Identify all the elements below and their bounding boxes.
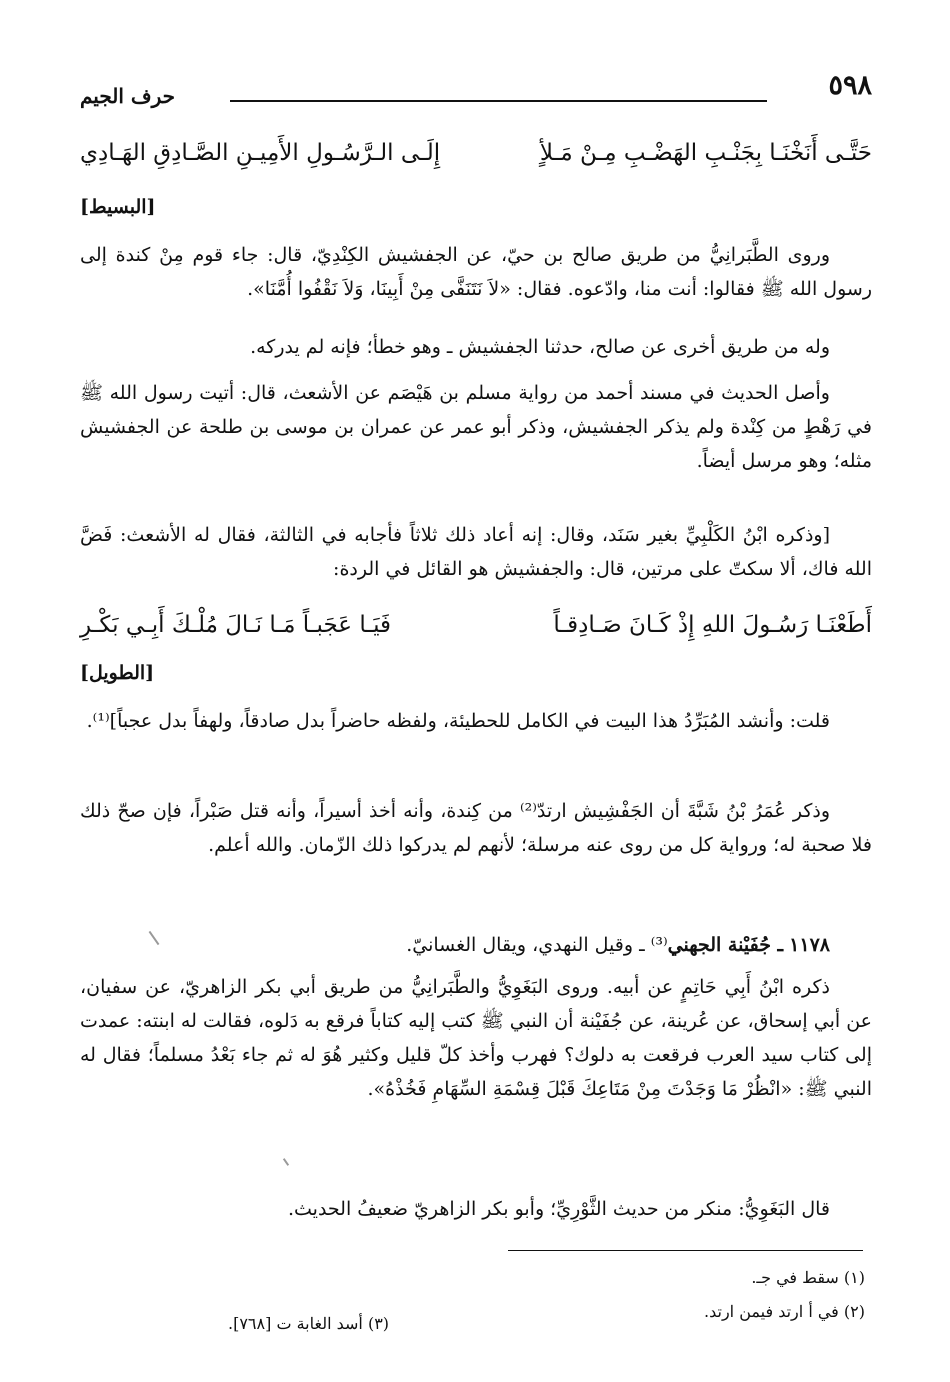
paragraph-8-text: قال البَغَوِيُّ: منكر من حديث الثَّوْرِيِّ؛ وأبو بكر الزاهريّ ضعيفُ الحديث. <box>287 1198 830 1220</box>
entry-footnote-mark: ⁽³⁾ <box>650 934 668 956</box>
page-header <box>80 70 872 110</box>
footnote-1: (١) سقط في جـ. <box>751 1268 865 1287</box>
entry-name: ـ جُفَيْنة الجهني <box>667 934 784 956</box>
paragraph-5-text: قلت: وأنشد المُبَرِّدُ هذا البيت في الكامل للحطيئة، ولفظه حاضراً بدل صادقاً، ولهفاً بدل عجباً]⁽¹⁾. <box>86 710 830 732</box>
verse-1-first-hemistich: حَتَّـى أَنَخْنَـا بِجَنْـبِ الهَضْـبِ مِـنْ مَـلأٍ <box>539 140 872 166</box>
verse-line-1 <box>80 140 872 184</box>
footnote-3: (٣) أسد الغابة ت [٧٦٨]. <box>228 1314 390 1333</box>
paragraph-6 <box>80 794 872 862</box>
paragraph-4-text: [وذكره ابْنُ الكَلْبِيِّ بغير سَنَد، وقال: إنه أعاد ذلك ثلاثاً فأجابه في الثالثة، فقال له الأشعث: فَضَّ الله فاك، ألا سكتّ على مرتين، قال: والجفشيش هو القائل في الردة: <box>80 524 872 580</box>
paragraph-7-text: ذكره ابْنُ أَبِي حَاتِمٍ عن أبيه. وروى البَغَوِيُّ والطَّبَرانِيُّ من طريق أبي بكر الزاهريّ، عن سفيان، عن أبي إسحاق، عن عُرينة، عن جُفَيْنة أن النبي ﷺ كتب إليه كتاباً فرقع به دَلوه، فقالت له ابنته: عمدت إلى كتاب سيد العرب فرقعت به دلوك؟ فهرب وأخذ كلّ قليل وكثير هُوَ له ثم جاء بَعْدُ مسلماً؛ فقال له النبي ﷺ: «انْظُرْ مَا وَجَدْتَ مِنْ مَتَاعِكَ قَبْلَ قِسْمَةِ السِّهَامِ فَخُذْهُ». <box>80 976 872 1100</box>
paragraph-6-text: وذكر عُمَرُ بْنُ شَبَّةَ أن الجَفْشِيش ارتدّ⁽²⁾ من كِندة، وأنه أخذ أسيراً، وأنه قتل صَبْراً، فإن صحّ ذلك فلا صحبة له؛ ورواية كل من روى عنه مرسلة؛ لأنهم لم يدركوا ذلك الزّمان. والله أعلم. <box>80 800 872 856</box>
scan-mark <box>283 1158 289 1166</box>
verse-1-meter: [البسيط] <box>80 196 156 218</box>
paragraph-5 <box>80 704 872 738</box>
verse-2-first-hemistich: أَطَعْنَـا رَسُـولَ اللهِ إِذْ كَـانَ صَـادِقـاً <box>553 612 872 638</box>
verse-1-second-hemistich: إِلَـى الـرَّسُـولِ الأَمِيـنِ الصَّـادِقِ الهَـادِي <box>80 140 441 166</box>
paragraph-8 <box>80 1192 872 1226</box>
paragraph-3-text: وأصل الحديث في مسند أحمد من رواية مسلم بن هَيْصَم عن الأشعث، قال: أتيت رسول الله ﷺ في رَهْطٍ من كِنْدة ولم يذكر الجفشيش، وذكر أبو عمر عن عمران بن موسى بن طلحة عن الجفشيش مثله؛ وهو مرسل أيضاً. <box>80 382 872 472</box>
running-title: حرف الجيم <box>80 84 175 108</box>
paragraph-2-text: وله من طريق أخرى عن صالح، حدثنا الجفشيش ـ وهو خطأ؛ فإنه لم يدركه. <box>250 336 830 358</box>
page-number: ٥٩٨ <box>828 70 872 101</box>
paragraph-4 <box>80 518 872 586</box>
verse-2-meter: [الطويل] <box>80 662 155 684</box>
paragraph-7 <box>80 970 872 1106</box>
footnote-separator <box>508 1250 863 1251</box>
paragraph-1-text: وروى الطَّبَرانِيُّ من طريق صالح بن حيّ، عن الجفشيش الكِنْدِيّ، قال: جاء قوم مِنْ كندة إلى رسول الله ﷺ فقالوا: أنت منا، وادّعوه. فقال: «لاَ نَتَنَفَّى مِنْ أَبِينَا، وَلاَ نَقْفُوا أُمَّنَا». <box>80 244 872 300</box>
paragraph-3 <box>80 376 872 478</box>
paragraph-1 <box>80 238 872 306</box>
entry-heading <box>80 928 872 962</box>
header-rule <box>230 100 767 102</box>
verse-line-2 <box>80 612 872 656</box>
footnote-2: (٢) في أ ارتد فيمن ارتد. <box>704 1302 865 1321</box>
verse-2-second-hemistich: فَيَـا عَجَبـاً مَـا نَـالَ مُلْـكَ أَبِـي بَكْـرِ <box>80 612 392 638</box>
paragraph-2 <box>80 330 872 364</box>
entry-description: ـ وقيل النهدي، ويقال الغسانيّ. <box>406 934 645 956</box>
entry-number: ١١٧٨ <box>789 934 830 956</box>
